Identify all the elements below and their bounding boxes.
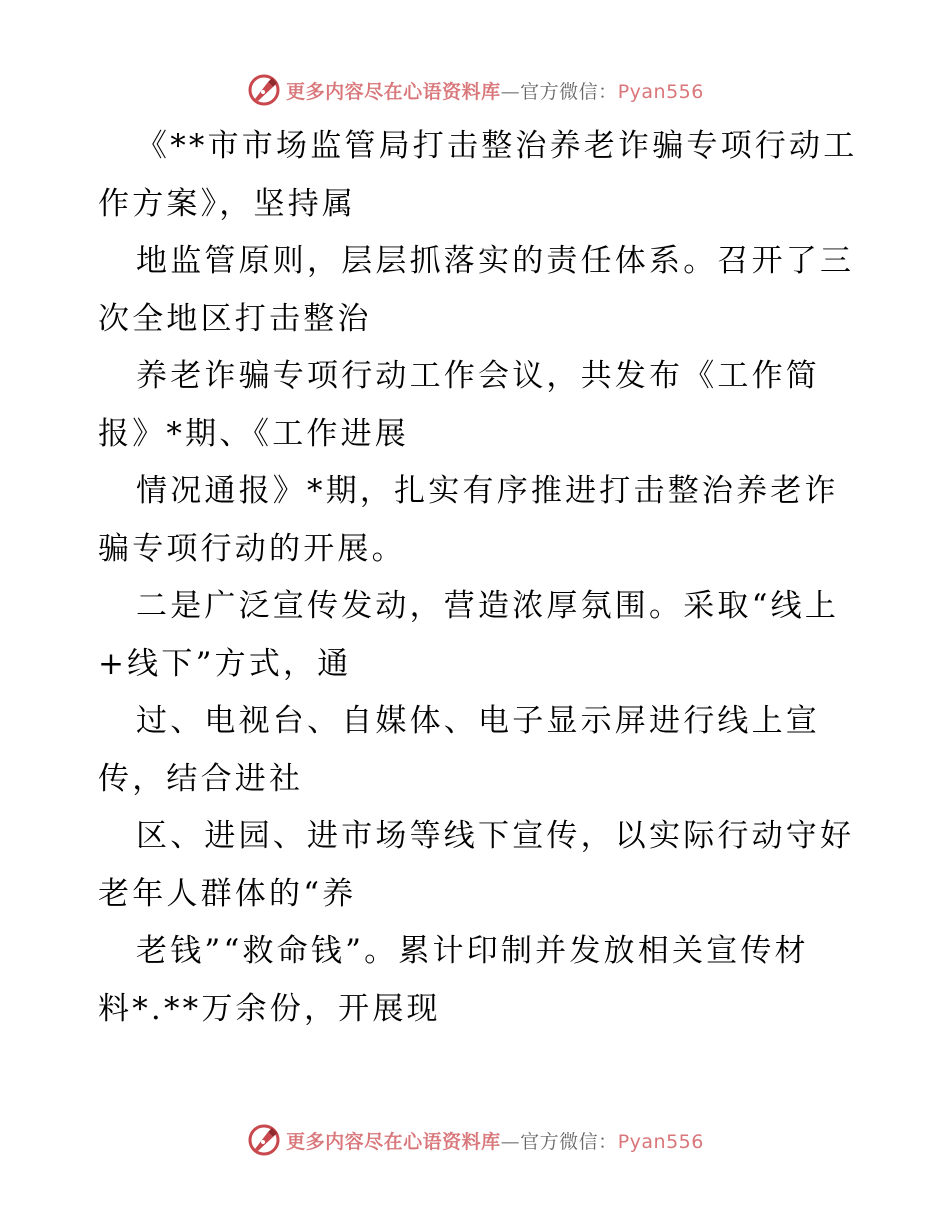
- document-body: [98, 118, 858, 1038]
- watermark-separator: —: [500, 1130, 521, 1153]
- body-line: 地监管原则，层层抓落实的责任体系。召开了三: [136, 243, 855, 279]
- body-line: 《**市市场监管局打击整治养老诈骗专项行动工: [136, 128, 858, 164]
- body-line: +线下”方式，通: [98, 645, 352, 682]
- body-line: 次全地区打击整治: [98, 300, 372, 337]
- body-line: 报》*期、《工作进展: [98, 415, 409, 452]
- header-watermark: [0, 70, 950, 110]
- body-line: 老年人群体的“养: [98, 875, 357, 912]
- watermark-id: Pyan556: [617, 80, 704, 103]
- body-line: 养老诈骗专项行动工作会议，共发布《工作简: [136, 358, 820, 394]
- watermark-cn-text: 更多内容尽在心语资料库: [286, 80, 501, 103]
- footer-watermark: [0, 1120, 950, 1160]
- pen-nib-logo-icon: [246, 1122, 282, 1158]
- watermark-separator: —: [500, 80, 521, 103]
- body-line: 过、电视台、自媒体、电子显示屏进行线上宣: [136, 703, 820, 739]
- pen-nib-logo-icon: [246, 72, 282, 108]
- body-line: 作方案》，坚持属: [98, 185, 357, 222]
- watermark-label: 官方微信：: [520, 80, 618, 103]
- body-line: 二是广泛宣传发动，营造浓厚氛围。采取“线上: [136, 588, 840, 624]
- watermark-label: 官方微信：: [520, 1130, 618, 1153]
- body-line: 骗专项行动的开展。: [98, 530, 406, 567]
- watermark-text: [286, 77, 704, 104]
- body-line: 料*.**万余份，开展现: [98, 990, 441, 1027]
- body-line: 传，结合进社: [98, 760, 304, 797]
- body-line: 区、进园、进市场等线下宣传，以实际行动守好: [136, 818, 855, 854]
- watermark-cn-text: 更多内容尽在心语资料库: [286, 1130, 501, 1153]
- body-line: 老钱”“救命钱”。累计印制并发放相关宣传材: [136, 933, 809, 969]
- watermark-id: Pyan556: [617, 1130, 704, 1153]
- watermark-text: [286, 1127, 704, 1154]
- body-line: 情况通报》*期，扎实有序推进打击整治养老诈: [136, 473, 839, 509]
